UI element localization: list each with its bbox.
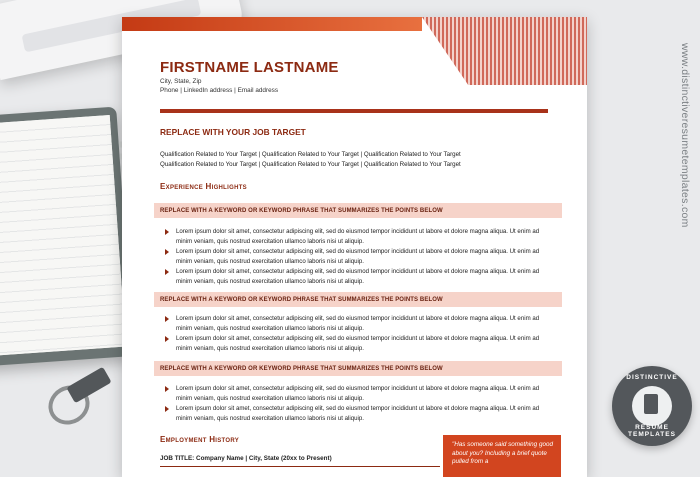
bullet-item: [176, 267, 554, 286]
employment-heading: Employment History: [160, 435, 240, 444]
keyword-bar: [154, 361, 562, 376]
job-target: REPLACE WITH YOUR JOB TARGET: [160, 127, 306, 137]
experience-heading: Experience Highlights: [160, 182, 247, 191]
badge-bottom-text: RESUME TEMPLATES: [628, 424, 676, 438]
address-line: City, State, Zip: [160, 78, 202, 85]
quote-box: [443, 435, 561, 477]
header-stripes: [422, 17, 587, 85]
candidate-name: FIRSTNAME LASTNAME: [160, 59, 339, 76]
bullet-item: [176, 227, 554, 246]
bullet-arrow-icon: [165, 406, 169, 412]
website-url: www.distinctiveresumetemplates.com: [679, 42, 691, 228]
bullet-arrow-icon: [165, 249, 169, 255]
bullet-arrow-icon: [165, 229, 169, 235]
bullet-text: Lorem ipsum dolor sit amet, consectetur adipiscing elit, sed do eiusmod tempor incididunt ut labore et dolore magna aliqua. Ut enim ad minim veniam, quis nostrud exercitation ullamco laboris nisi ut aliquip.: [176, 268, 540, 285]
keyword-bar: [154, 292, 562, 307]
brand-badge: [612, 366, 692, 446]
document-icon: [632, 386, 672, 426]
bullet-item: [176, 247, 554, 266]
job-title-line: JOB TITLE: Company Name | City, State (20xx to Present): [160, 455, 332, 462]
bullet-text: Lorem ipsum dolor sit amet, consectetur adipiscing elit, sed do eiusmod tempor incididunt ut labore et dolore magna aliqua. Ut enim ad minim veniam, quis nostrud exercitation ullamco laboris nisi ut aliquip.: [176, 315, 540, 332]
bullet-item: [176, 404, 554, 423]
keyword-heading: REPLACE WITH A KEYWORD OR KEYWORD PHRASE THAT SUMMARIZES THE POINTS BELOW: [160, 296, 443, 303]
qualifications-line: Qualification Related to Your Target | Qualification Related to Your Target | Qualification Related to Your Target: [160, 151, 461, 158]
keyword-heading: REPLACE WITH A KEYWORD OR KEYWORD PHRASE THAT SUMMARIZES THE POINTS BELOW: [160, 207, 443, 214]
bullet-text: Lorem ipsum dolor sit amet, consectetur adipiscing elit, sed do eiusmod tempor incididunt ut labore et dolore magna aliqua. Ut enim ad minim veniam, quis nostrud exercitation ullamco laboris nisi ut aliquip.: [176, 335, 540, 352]
quote-text: "Has someone said something good about you? Including a brief quote pulled from a: [452, 441, 553, 465]
bullet-arrow-icon: [165, 269, 169, 275]
bullet-arrow-icon: [165, 336, 169, 342]
bullet-item: [176, 314, 554, 333]
bullet-item: [176, 384, 554, 403]
header-band: [122, 17, 422, 31]
resume-page: [122, 17, 587, 477]
bullet-text: Lorem ipsum dolor sit amet, consectetur adipiscing elit, sed do eiusmod tempor incididunt ut labore et dolore magna aliqua. Ut enim ad minim veniam, quis nostrud exercitation ullamco laboris nisi ut aliquip.: [176, 228, 540, 245]
bullet-arrow-icon: [165, 316, 169, 322]
bullet-text: Lorem ipsum dolor sit amet, consectetur adipiscing elit, sed do eiusmod tempor incididunt ut labore et dolore magna aliqua. Ut enim ad minim veniam, quis nostrud exercitation ullamco laboris nisi ut aliquip.: [176, 248, 540, 265]
contact-line: Phone | LinkedIn address | Email address: [160, 87, 279, 94]
badge-top-text: DISTINCTIVE: [626, 374, 678, 381]
keyword-heading: REPLACE WITH A KEYWORD OR KEYWORD PHRASE THAT SUMMARIZES THE POINTS BELOW: [160, 365, 443, 372]
keyword-bar: [154, 203, 562, 218]
notebook-page: [0, 115, 126, 356]
header-rule: [160, 109, 548, 113]
bullet-arrow-icon: [165, 386, 169, 392]
notebook: [0, 107, 134, 368]
qualifications-line: Qualification Related to Your Target | Qualification Related to Your Target | Qualification Related to Your Target: [160, 161, 461, 168]
bullet-item: [176, 334, 554, 353]
bullet-text: Lorem ipsum dolor sit amet, consectetur adipiscing elit, sed do eiusmod tempor incididunt ut labore et dolore magna aliqua. Ut enim ad minim veniam, quis nostrud exercitation ullamco laboris nisi ut aliquip.: [176, 405, 540, 422]
bullet-text: Lorem ipsum dolor sit amet, consectetur adipiscing elit, sed do eiusmod tempor incididunt ut labore et dolore magna aliqua. Ut enim ad minim veniam, quis nostrud exercitation ullamco laboris nisi ut aliquip.: [176, 385, 540, 402]
